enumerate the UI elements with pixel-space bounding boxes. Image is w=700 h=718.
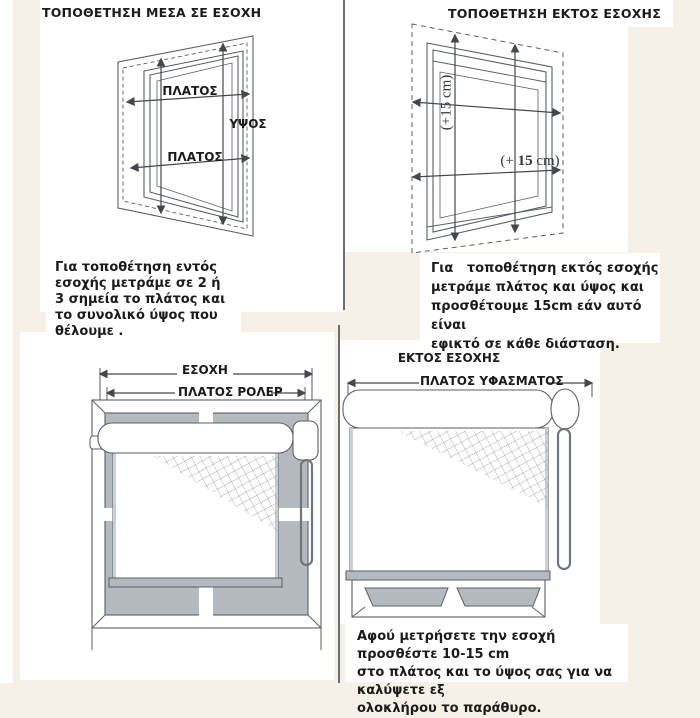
roller-width-label: ΠΛΑΤΟΣ ΡΟΛΕΡ [178,385,283,399]
caption-line: προσθέτουμε 15cm εάν αυτό είναι [431,299,647,333]
dashed-oversize-outline [412,24,563,253]
diagram-recess-outside-window [400,20,605,265]
left-edge-strip [0,0,13,683]
chain-mechanism-cap [551,389,579,429]
outside-recess-title: ΕΚΤΟΣ ΕΣΟΧΗΣ [397,351,501,365]
pull-chain [558,429,570,569]
caption-line: το συνολικό ύψος που [55,308,218,323]
caption-line: Για τοποθέτηση εκτός εσοχής [431,261,659,276]
caption-line: 3 σημεία το πλάτος και [55,292,226,307]
diagram-recess-inside-window [30,25,330,260]
recess-label: ΕΣΟΧΗ [182,363,228,377]
caption-line: στο πλάτος και το ύψος σας για να καλύψετε εξ [357,665,617,698]
caption-line: Για τοποθέτηση εντός [55,260,217,275]
caption-line: Αφού μετρήσετε την εσοχή προσθέστε 10-15 cm [357,629,560,662]
roller-blind-outside [343,389,579,580]
caption-inside-mount [55,260,230,340]
caption-outside-mount [431,259,666,354]
diagram-roller-outside-recess [337,345,637,637]
width-label-bottom: ΠΛΑΤΟΣ [167,150,223,164]
width-label-top: ΠΛΑΤΟΣ [162,84,218,98]
roller-tube [343,390,553,428]
width-plus15-value: 15 [517,153,533,169]
caption-line: εφικτό σε κάθε διάσταση. [431,337,620,352]
vertical-divider-top [343,0,345,310]
caption-line: εσοχής μετράμε σε 2 ή [55,276,221,291]
width-plus15-pre: (+ [500,153,518,169]
diagram-roller-inside-recess [85,360,335,660]
roller-tube [98,423,293,453]
caption-line: θέλουμε . [55,324,124,339]
height-plus15-label: (+15 cm) [438,74,455,131]
section-title-inside: ΤΟΠΟΘΕΤΗΣΗ ΜΕΣΑ ΣΕ ΕΣΟΧΗ [42,5,262,20]
width-plus15-post: cm) [532,153,560,169]
bottom-bar [346,571,550,580]
section-title-outside: ΤΟΠΟΘΕΤΗΣΗ ΕΚΤΟΣ ΕΣΟΧΗΣ [448,6,661,21]
caption-line: μετράμε πλάτος και ύψος και [431,280,644,295]
fabric-width-label: ΠΛΑΤΟΣ ΥΦΑΣΜΑΤΟΣ [420,374,564,388]
window-outline-lines [412,24,563,253]
window-bottom-visible [352,580,545,617]
caption-line: ολοκλήρου το παράθυρο. [357,701,542,716]
window-recess-lines [118,36,253,236]
width-plus15-label [496,153,564,170]
height-label: ΥΨΟΣ [229,117,267,131]
end-cap [293,421,318,460]
caption-bottom [357,628,632,718]
bottom-bar [109,578,282,587]
